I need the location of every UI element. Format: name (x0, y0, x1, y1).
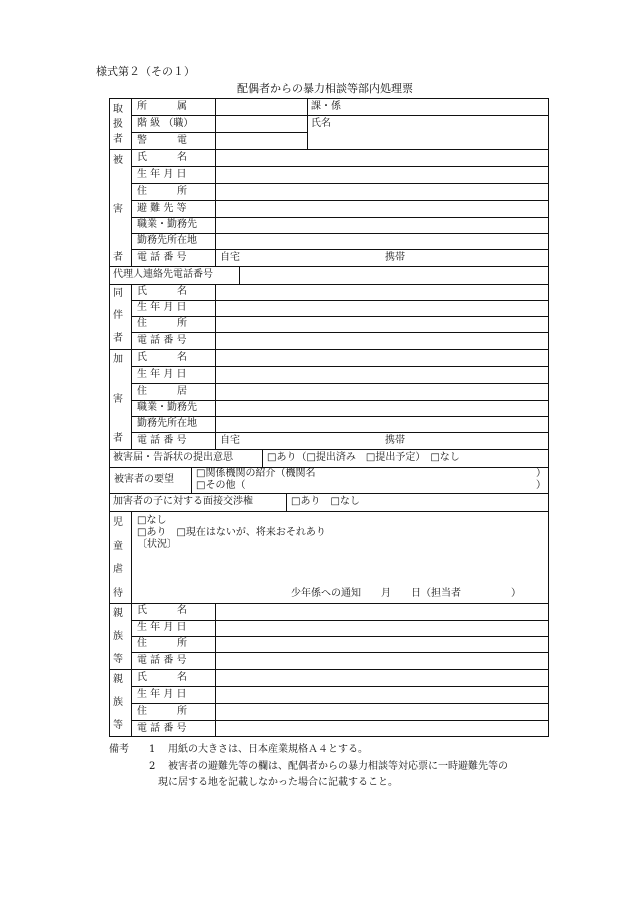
relative2-row-phone: 電 話 番 号 (137, 723, 187, 734)
notes-heading: 備考 (109, 744, 129, 755)
report-intent-label: 被害届・告訴状の提出意思 (113, 452, 233, 463)
victim-row-birthdate: 生 年 月 日 (137, 169, 187, 180)
victim-request-label: 被害者の要望 (114, 474, 174, 485)
handler-group-label-3: 者 (113, 134, 123, 145)
victim-group-label-2: 害 (113, 204, 123, 215)
victim-group-label-1: 被 (113, 155, 123, 166)
visitation-label: 加害者の子に対する面接交渉権 (113, 496, 253, 507)
relative2-group-label-3: 等 (113, 720, 123, 731)
companion-group-label-3: 者 (113, 333, 123, 344)
relative2-row-address: 住 所 (137, 706, 187, 717)
victim-mobile-label: 携帯 (385, 252, 405, 263)
victim-row-work-address: 勤務先所在地 (137, 235, 197, 246)
child-abuse-group-label-1: 児 (113, 517, 123, 528)
companion-row-birthdate: 生 年 月 日 (137, 302, 187, 313)
form-id: 様式第２（その１） (96, 65, 195, 78)
note-1-text: 用紙の大きさは、日本産業規格Ａ４とする。 (168, 744, 368, 755)
handler-row-affiliation: 所 属 (137, 101, 187, 112)
perpetrator-row-employer: 職業・勤務先 (137, 402, 197, 413)
perpetrator-row-residence: 住 居 (137, 386, 187, 397)
perpetrator-row-work-address: 勤務先所在地 (137, 418, 197, 429)
handler-row-phone: 警 電 (137, 135, 187, 146)
companion-group-label-2: 伴 (113, 310, 123, 321)
victim-request-close-1: ） (536, 468, 546, 479)
victim-request-close-2: ） (536, 480, 546, 491)
relative2-row-name: 氏 名 (137, 672, 187, 683)
note-2-number: 2 (149, 761, 156, 772)
companion-row-name: 氏 名 (137, 286, 187, 297)
victim-row-employer: 職業・勤務先 (137, 219, 197, 230)
child-abuse-present[interactable]: □あり □現在はないが、将来おそれあり (137, 527, 326, 538)
perpetrator-group-label-3: 者 (113, 433, 123, 444)
child-abuse-none[interactable]: □なし (137, 515, 167, 526)
relative2-group-label-2: 族 (113, 697, 123, 708)
perpetrator-mobile-label: 携帯 (385, 435, 405, 446)
victim-group-label-3: 者 (113, 252, 123, 263)
juvenile-section-notice: 少年係への通知 月 日（担当者 ） (291, 588, 521, 599)
form-title: 配偶者からの暴力相談等部内処理票 (237, 82, 413, 95)
note-2-text-1: 被害者の避難先等の欄は、配偶者からの暴力相談等対応票に一時避難先等の (168, 761, 508, 772)
relative2-group-label-1: 親 (113, 674, 123, 685)
victim-request-referral[interactable]: □関係機関の紹介（機関名 (196, 468, 316, 479)
note-2-text-2: 現に居する地を記載しなかった場合に記載すること。 (158, 777, 398, 788)
handler-group-label-2: 扱 (113, 119, 123, 130)
note-1-number: 1 (149, 744, 156, 755)
companion-group-label-1: 同 (113, 288, 123, 299)
companion-row-address: 住 所 (137, 318, 187, 329)
visitation-options[interactable]: □あり □なし (291, 496, 360, 507)
victim-row-phone: 電 話 番 号 (137, 252, 187, 263)
relative1-group-label-1: 親 (113, 608, 123, 619)
perpetrator-home-phone-label: 自宅 (220, 435, 240, 446)
handler-row-rank: 階 級 （職） (137, 118, 194, 129)
relative2-row-birthdate: 生 年 月 日 (137, 689, 187, 700)
handler-group-label-1: 取 (113, 104, 123, 115)
perpetrator-group-label-1: 加 (113, 354, 123, 365)
relative1-row-address: 住 所 (137, 638, 187, 649)
perpetrator-row-birthdate: 生 年 月 日 (137, 369, 187, 380)
handler-name-label: 氏名 (311, 118, 331, 129)
victim-request-other[interactable]: □その他（ (196, 480, 246, 491)
relative1-row-birthdate: 生 年 月 日 (137, 622, 187, 633)
child-abuse-group-label-4: 待 (113, 588, 123, 599)
child-abuse-situation: 〔状況〕 (137, 539, 177, 550)
victim-row-refuge: 避 難 先 等 (137, 203, 187, 214)
report-intent-options[interactable]: □あり（□提出済み □提出予定） □なし (267, 452, 460, 463)
victim-row-name: 氏 名 (137, 152, 187, 163)
victim-home-phone-label: 自宅 (220, 252, 240, 263)
child-abuse-group-label-3: 虐 (113, 564, 123, 575)
perpetrator-group-label-2: 害 (113, 394, 123, 405)
agent-phone-label: 代理人連絡先電話番号 (113, 269, 213, 280)
companion-row-phone: 電 話 番 号 (137, 335, 187, 346)
perpetrator-row-phone: 電 話 番 号 (137, 435, 187, 446)
child-abuse-group-label-2: 童 (113, 541, 123, 552)
relative1-row-name: 氏 名 (137, 605, 187, 616)
perpetrator-row-name: 氏 名 (137, 352, 187, 363)
relative1-group-label-2: 族 (113, 631, 123, 642)
handler-section-label: 課・係 (311, 101, 341, 112)
relative1-group-label-3: 等 (113, 654, 123, 665)
relative1-row-phone: 電 話 番 号 (137, 655, 187, 666)
victim-row-address: 住 所 (137, 186, 187, 197)
